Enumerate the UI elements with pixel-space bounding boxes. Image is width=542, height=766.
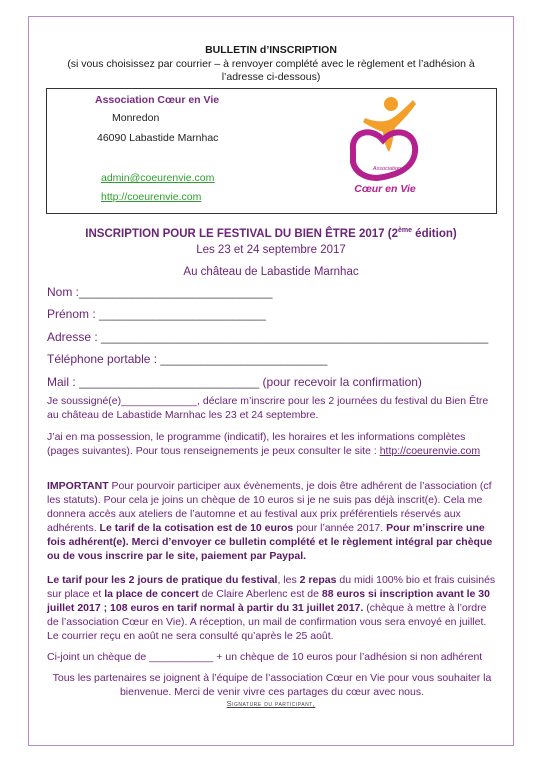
nom-label: Nom : (47, 285, 80, 299)
festival-title-main: INSCRIPTION POUR LE FESTIVAL DU BIEN ÊTRE 2017 (2 (85, 227, 398, 240)
prenom-line[interactable]: _________________________ (95, 307, 266, 321)
coeur-en-vie-logo (343, 92, 427, 200)
prenom-label: Prénom : (47, 307, 96, 321)
festival-title-sup: ème (397, 227, 412, 234)
tarif-text-4: (chèque à mettre à l’ordre de l’association Cœur en Vie). A réception, un mail de confirmation vous sera envoyé en juillet. Le courrier reçu en août ne sera consulté qu’après le 25 août. (47, 602, 487, 642)
important-paragraph (47, 479, 499, 563)
adresse-field[interactable] (47, 330, 488, 344)
prix-bold: 88 euros si inscription avant le 30 juillet 2017 ; 108 euros en tarif normal à partir du 31 juillet 2017. (47, 588, 490, 614)
declaration-paragraph: Je soussigné(e)_____________, déclare m’inscrire pour les 2 journées du festival du Bien Être au château de Labastide Marnhac les 23 et 24 septembre. (47, 395, 489, 421)
email-link[interactable]: admin@coeurenvie.com (101, 172, 215, 184)
festival-title-end: édition) (411, 227, 457, 240)
closing-message: Tous les partenaires se joignent à l’équipe de l’association Cœur en Vie pour vous souhaiter la bienvenue. Merci de venir vivre ces partages du cœur avec nous. (52, 672, 492, 698)
inscription-bold: Pour m’inscrire une fois adhérent(e). Merci d’envoyer ce bulletin complété et le règlement intégral par chèque ou de vous inscrire par le site, paiement par Paypal. (47, 522, 493, 562)
documents-paragraph (47, 430, 499, 458)
important-text-1: Pour pourvoir participer aux évènements, je dois être adhérent de l’association (cf les statuts). Pour cela je joins un chèque de 10 euros si je ne suis pas déjà inscrit(e). Cela me donnera accès aux ateliers de l’automne et au festival aux prix préférentiels réservés aux adhérents. (47, 480, 492, 534)
tarif-bold: Le tarif pour les 2 jours de pratique du festival (47, 574, 278, 586)
telephone-line[interactable]: _________________________ (157, 352, 328, 366)
prenom-field[interactable] (47, 307, 266, 321)
important-text-2: pour l’année 2017. (293, 522, 387, 534)
tarif-paragraph (47, 573, 499, 643)
adresse-line[interactable]: __________________________________________________________ (97, 330, 489, 344)
logo-small-text: Association (372, 166, 401, 172)
signature-label: Signature du participant, (226, 699, 316, 708)
tarif-text-1: , les (277, 574, 300, 586)
website-link[interactable]: http://coeurenvie.com (101, 191, 202, 203)
nom-line[interactable]: _____________________________ (79, 285, 273, 299)
logo-figure-head (384, 97, 398, 111)
mail-label: Mail : (47, 375, 76, 389)
association-box (46, 88, 497, 214)
mail-field[interactable] (47, 375, 422, 389)
nom-field[interactable] (47, 285, 273, 299)
festival-dates: Les 23 et 24 septembre 2017 (196, 244, 346, 256)
telephone-field[interactable] (47, 352, 327, 366)
tarif-text-3: de Claire Aberlenc est de (198, 588, 322, 600)
association-name: Association Cœur en Vie (95, 94, 220, 106)
site-link[interactable]: http://coeurenvie.com (379, 445, 481, 457)
repas-bold: 2 repas (299, 574, 337, 586)
cotisation-bold: Le tarif de la cotisation est de 10 euros (99, 522, 294, 534)
concert-bold: la place de concert (104, 588, 199, 600)
logo-text: Cœur en Vie (354, 183, 416, 195)
festival-place: Au château de Labastide Marnhac (183, 266, 359, 278)
mail-line[interactable]: ___________________________ (75, 375, 260, 389)
address-line1: Monredon (112, 112, 160, 124)
cheque-paragraph: Ci-joint un chèque de ___________ + un chèque de 10 euros pour l’adhésion si non adhérent (47, 651, 483, 663)
documents-text: J’ai en ma possession, le programme (indicatif), les horaires et les informations complètes (pages suivantes). Pour tous renseignements je peux consulter le site : (47, 431, 466, 457)
telephone-label: Téléphone portable : (47, 352, 158, 366)
adresse-label: Adresse : (47, 330, 98, 344)
festival-title (0, 227, 542, 240)
address-line2: 46090 Labastide Marnhac (97, 132, 219, 144)
important-label: IMPORTANT (47, 480, 109, 492)
tarif-text-2: du midi 100% bio et frais cuisinés sur place et (47, 574, 496, 600)
mail-note: (pour recevoir la confirmation) (259, 375, 422, 389)
bulletin-subtitle: (si vous choisissez par courrier – à renvoyer complété avec le règlement et l’adhésion à l’adresse ci-dessous) (67, 58, 475, 83)
bulletin-title: BULLETIN d’INSCRIPTION (205, 44, 337, 56)
